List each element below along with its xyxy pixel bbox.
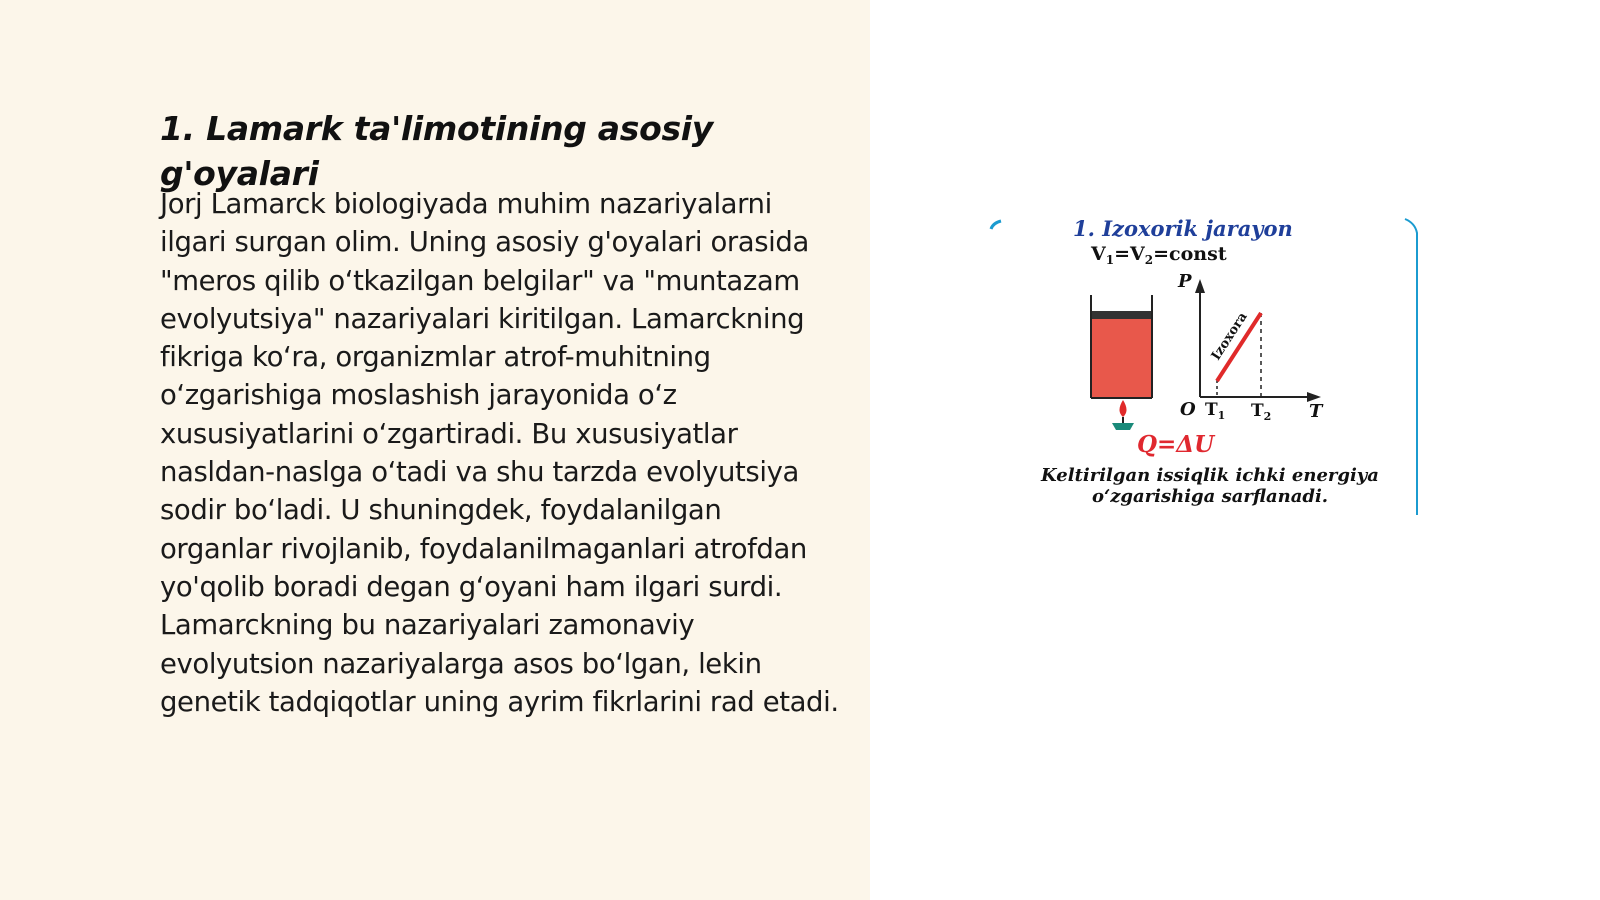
cylinder-vessel	[1091, 295, 1152, 398]
p-axis-label: P	[1178, 271, 1192, 292]
figure-caption-line-2: o‘zgarishiga sarflanadi.	[1091, 486, 1329, 507]
slide-title: 1. Lamark ta'limotining asosiy g'oyalari	[160, 109, 714, 193]
corner-accent-top-left	[991, 221, 1001, 229]
t2-label: $T_2$	[1251, 401, 1272, 423]
heated-fluid	[1092, 317, 1151, 397]
isochore-line-label: Izoxora	[1208, 309, 1251, 364]
p-axis-arrow	[1195, 279, 1205, 293]
t-axis-label: T	[1309, 401, 1323, 422]
corner-accent-right	[1405, 219, 1417, 515]
pt-graph	[1177, 271, 1324, 423]
constant-volume-condition: $V_1=V_2=const$	[1091, 243, 1227, 267]
heat-formula: Q=ΔU	[1137, 431, 1215, 458]
t1-label: $T_1$	[1205, 400, 1226, 422]
slide-body-text: Jorj Lamarck biologiyada muhim nazariyalarni ilgari surgan olim. Uning asosiy g'oyalari orasida "meros qilib o‘tkazilgan belgilar" va "muntazam evolyutsiya" nazariyalari kiritilgan. Lamarckning fikriga ko‘ra, organizmlar atrof-muhitning o‘zgarishiga moslashish jarayonida o‘z xususiyatlarini o‘zgartiradi. Bu xususiyatlar nasldan-naslga o‘tadi va shu tarzda evolyutsiya sodir bo‘ladi. U shuningdek, foydalanilgan organlar rivojlanib, foydalanilmaganlari atrofdan yo'qolib boradi degan g‘oyani ham ilgari surdi. Lamarckning bu nazariyalari zamonaviy evolyutsion nazariyalarga asos bo‘lgan, lekin genetik tadqiqotlar uning ayrim fikrlarini rad etadi.	[160, 188, 839, 718]
figure-caption-line-1: Keltirilgan issiqlik ichki energiya	[1041, 465, 1379, 486]
origin-label: O	[1180, 399, 1196, 420]
figure-heading: 1. Izoxorik jarayon	[1073, 216, 1293, 241]
burner-icon	[1112, 400, 1134, 430]
isochoric-process-figure	[985, 215, 1435, 530]
isochoric-diagram	[985, 215, 1435, 530]
piston	[1092, 311, 1151, 319]
